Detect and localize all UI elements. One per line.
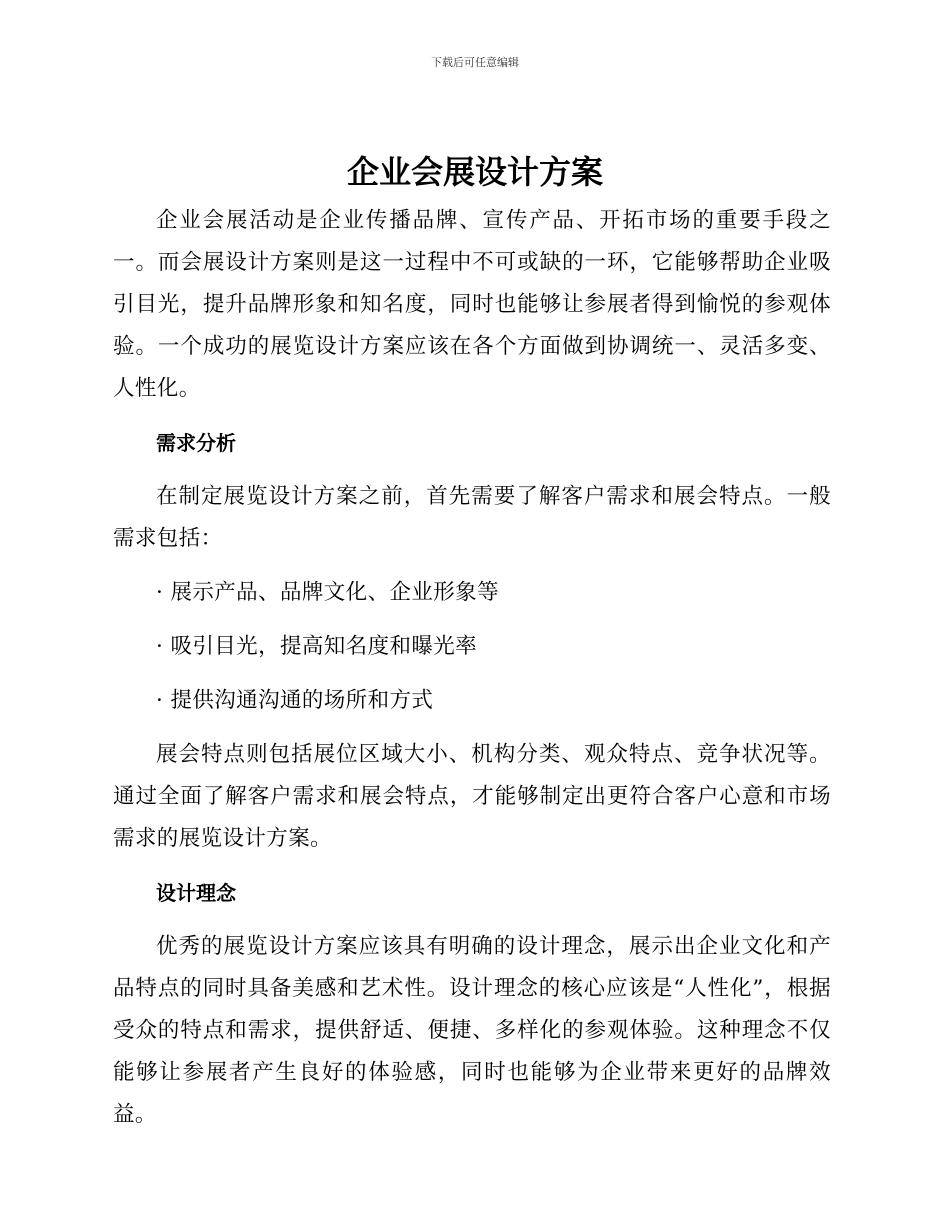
spacer — [113, 614, 831, 626]
spacer — [113, 914, 831, 926]
document-title: 企业会展设计方案 — [346, 153, 603, 191]
header-note: 下载后可任意编辑 — [431, 56, 519, 69]
section-heading-design: 设计理念 — [156, 881, 236, 905]
spacer — [113, 410, 831, 422]
needs-paragraph-1: 在制定展览设计方案之前，首先需要了解客户需求和展会特点。一般需求包括： — [113, 484, 831, 551]
design-paragraph-1: 优秀的展览设计方案应该具有明确的设计理念，展示出企业文化和产品特点的同时具备美感和艺术性。设计理念的核心应该是“人性化”，根据受众的特点和需求，提供舒适、便捷、多样化的参观体验。这种理念不仅能够让参展者产生良好的体验感，同时也能够为企业带来更好的品牌效益。 — [113, 934, 831, 1127]
spacer — [113, 722, 831, 734]
spacer — [113, 860, 831, 872]
spacer — [113, 560, 831, 572]
bullet-item: · 展示产品、品牌文化、企业形象等 — [156, 580, 499, 605]
needs-paragraph-2: 展会特点则包括展位区域大小、机构分类、观众特点、竞争状况等。通过全面了解客户需求和展会特点，才能够制定出更符合客户心意和市场需求的展览设计方案。 — [113, 742, 831, 851]
spacer — [113, 464, 831, 476]
bullet-item: · 提供沟通沟通的场所和方式 — [156, 688, 434, 713]
spacer — [113, 668, 831, 680]
intro-paragraph: 企业会展活动是企业传播品牌、宣传产品、开拓市场的重要手段之一。而会展设计方案则是这一过程中不可或缺的一环，它能够帮助企业吸引目光，提升品牌形象和知名度，同时也能够让参展者得到愉悦的参观体验。一个成功的展览设计方案应该在各个方面做到协调统一、灵活多变、人性化。 — [113, 208, 831, 401]
section-heading-needs: 需求分析 — [156, 431, 236, 455]
bullet-item: · 吸引目光，提高知名度和曝光率 — [156, 634, 478, 659]
document-body — [113, 200, 831, 1136]
